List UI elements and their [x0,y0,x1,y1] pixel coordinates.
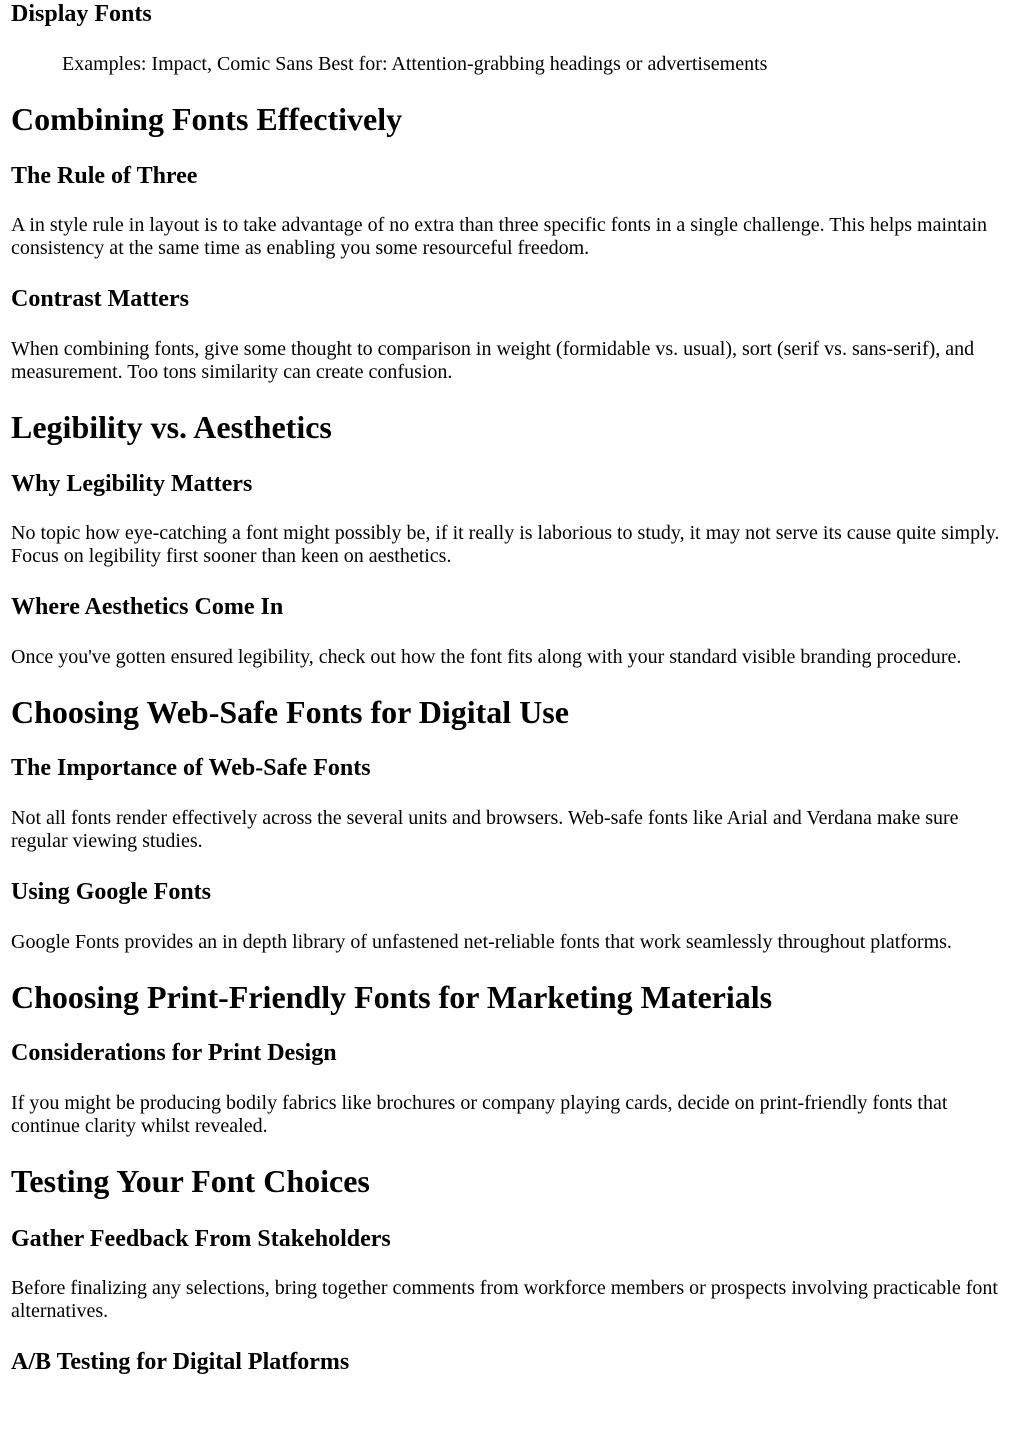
google-fonts-heading: Using Google Fonts [11,879,212,905]
why-legibility-heading: Why Legibility Matters [11,471,253,497]
testing-heading: Testing Your Font Choices [11,1163,370,1199]
why-legibility-body: No topic how eye-catching a font might possibly be, if it really is laborious to study, it may not serve its cause quite simply. Focus on legibility first sooner than keen on aesthetics. [11,522,1000,567]
rule-of-three-body: A in style rule in layout is to take advantage of no extra than three specific fonts in a single challenge. This helps maintain consistency at the same time as enabling you some resourceful freedom. [11,214,988,259]
combining-fonts-heading: Combining Fonts Effectively [11,101,403,137]
contrast-matters-heading: Contrast Matters [11,286,189,312]
legibility-heading: Legibility vs. Aesthetics [11,409,332,445]
web-safe-importance-heading: The Importance of Web-Safe Fonts [11,755,371,781]
feedback-heading: Gather Feedback From Stakeholders [11,1226,391,1252]
print-considerations-heading: Considerations for Print Design [11,1040,337,1066]
print-considerations-body: If you might be producing bodily fabrics like brochures or company playing cards, decide on print-friendly fonts that continue clarity whilst revealed. [11,1092,948,1137]
ab-testing-heading: A/B Testing for Digital Platforms [11,1349,350,1375]
contrast-matters-body: When combining fonts, give some thought to comparison in weight (formidable vs. usual), sort (serif vs. sans-serif), and measurement. Too tons similarity can create confusion. [11,338,975,383]
web-safe-heading: Choosing Web-Safe Fonts for Digital Use [11,694,569,730]
google-fonts-body: Google Fonts provides an in depth library of unfastened net-reliable fonts that work seamlessly throughout platforms. [11,931,952,953]
display-fonts-details: Examples: Impact, Comic Sans Best for: Attention-grabbing headings or advertisements [62,53,768,75]
web-safe-importance-body: Not all fonts render effectively across the several units and browsers. Web-safe fonts like Arial and Verdana make sure regular viewing studies. [11,807,959,852]
display-fonts-heading: Display Fonts [11,1,152,27]
aesthetics-body: Once you've gotten ensured legibility, check out how the font fits along with your standard visible branding procedure. [11,646,962,668]
feedback-body: Before finalizing any selections, bring together comments from workforce members or prospects involving practicable font alternatives. [11,1277,998,1322]
rule-of-three-heading: The Rule of Three [11,163,198,189]
print-heading: Choosing Print-Friendly Fonts for Marketing Materials [11,979,773,1015]
aesthetics-heading: Where Aesthetics Come In [11,594,284,620]
